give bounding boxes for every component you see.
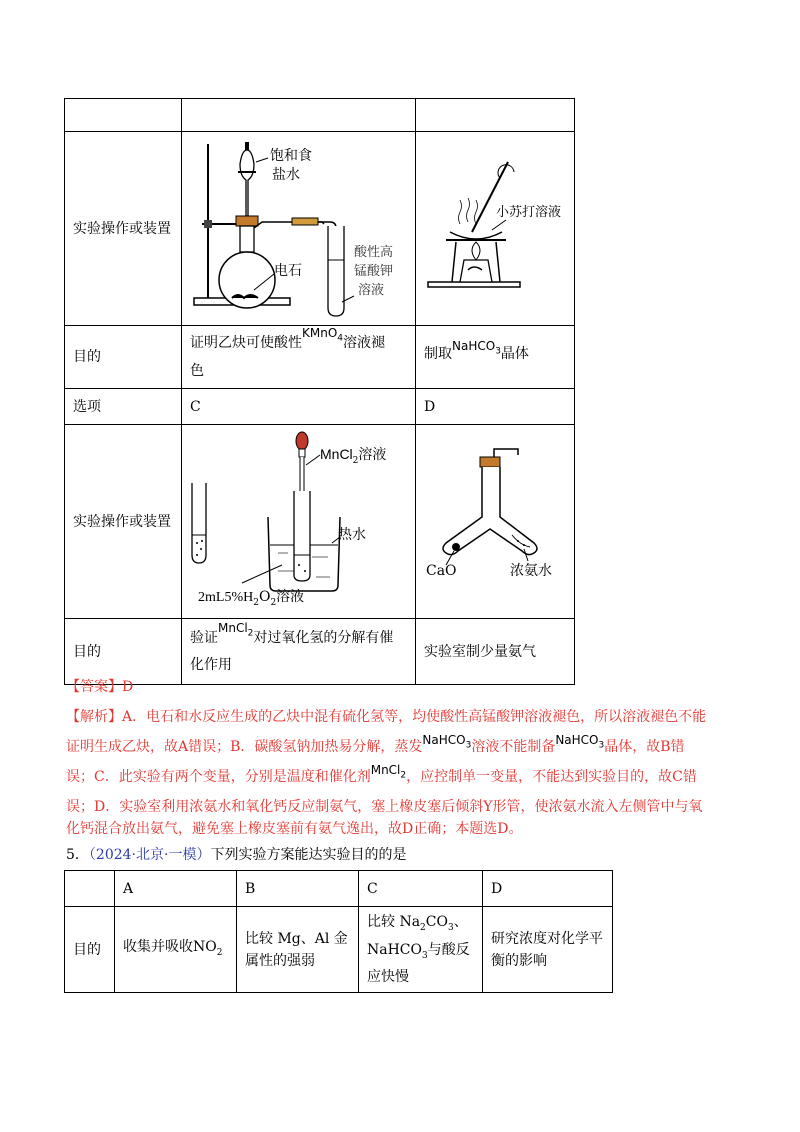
row-label-option: 选项 — [65, 389, 182, 425]
question-source-link[interactable]: （2024·北京·一模） — [88, 847, 211, 863]
answer-line: 【答案】D — [66, 679, 134, 695]
table-row — [65, 389, 575, 425]
table-row — [65, 425, 575, 619]
label-kmno4-3: 溶液 — [358, 283, 385, 298]
table-row — [65, 326, 575, 389]
table-row — [65, 99, 575, 132]
analysis-line-3: 误；C．此实验有两个变量，分别是温度和催化剂MnCl$_2$，应控制单一变量，不能达到实验目的，故C错 — [66, 763, 697, 785]
header-cell: B — [237, 871, 359, 907]
label-hot-water: 热水 — [338, 527, 366, 543]
question-5-heading: 5．（2024·北京·一模）下列实验方案能达实验目的的是 — [66, 847, 407, 863]
table-cell — [416, 99, 575, 132]
label-kmno4-2: 锰酸钾 — [354, 264, 394, 279]
row-label-purpose: 目的 — [65, 619, 182, 685]
row-label-purpose: 目的 — [65, 326, 182, 389]
acetylene-apparatus-figure — [182, 132, 416, 318]
h2o2-decomposition-figure — [182, 425, 416, 611]
table-row — [65, 132, 575, 326]
table-row — [65, 907, 613, 993]
q5-cell-a: 收集并吸收$NO_2$ — [115, 907, 237, 993]
analysis-line-4: 误；D．实验室利用浓氨水和氧化钙反应制氨气，塞上橡皮塞后倾斜Y形管，使浓氨水流入左侧管中与氧 — [66, 799, 703, 815]
label-baking-soda-solution: 小苏打溶液 — [496, 205, 562, 220]
option-d: D — [416, 389, 575, 425]
label-h2o2: $2mL5\%H_2O_2$溶液 — [198, 589, 305, 608]
y-tube-figure — [416, 425, 575, 611]
label-cao: CaO — [426, 563, 457, 579]
purpose-c: 验证MnCl$_2$对过氧化氢的分解有催 化作用 — [182, 619, 416, 685]
analysis-line-2: 证明生成乙炔，故A错误；B．碳酸氢钠加热易分解，蒸发NaHCO$_3$溶液不能制备NaHCO$_3$晶体，故B错 — [66, 733, 685, 755]
label-kmno4-1: 酸性高 — [354, 245, 394, 260]
table-cell — [182, 99, 416, 132]
purpose-b: 制取NaHCO$_3$晶体 — [416, 326, 575, 389]
q5-cell-d: 研究浓度对化学平 衡的影响 — [483, 907, 613, 993]
row-label-operation: 实验操作或装置 — [65, 132, 182, 326]
q5-cell-b: 比较 Mg、Al 金 属性的强弱 — [237, 907, 359, 993]
apparatus-d-cell — [416, 425, 575, 619]
apparatus-b-cell — [416, 132, 575, 326]
q5-cell-c: 比较 $Na_2CO_3$、 NaHCO$_3$与酸反 应快慢 — [359, 907, 483, 993]
apparatus-a-cell — [182, 132, 416, 326]
header-cell: D — [483, 871, 613, 907]
purpose-d: 实验室制少量氨气 — [416, 619, 575, 685]
label-calcium-carbide: 电石 — [274, 263, 302, 279]
evaporation-apparatus-figure — [416, 132, 575, 318]
header-cell: A — [115, 871, 237, 907]
table-row — [65, 619, 575, 685]
analysis-line-5: 化钙混合放出氨气，避免塞上橡皮塞前有氨气逸出，故D正确；本题选D。 — [66, 821, 523, 837]
row-label-purpose: 目的 — [65, 907, 115, 993]
row-label-operation: 实验操作或装置 — [65, 425, 182, 619]
table-header-row — [65, 871, 613, 907]
purpose-a: 证明乙炔可使酸性KMnO$_4$溶液褪 色 — [182, 326, 416, 389]
label-brine-1: 饱和食 — [270, 148, 312, 164]
header-cell — [65, 871, 115, 907]
header-cell: C — [359, 871, 483, 907]
apparatus-c-cell — [182, 425, 416, 619]
label-brine-2: 盐水 — [272, 167, 300, 183]
analysis-line-1: 【解析】A．电石和水反应生成的乙炔中混有硫化氢等，均使酸性高锰酸钾溶液褪色，所以溶液褪色不能 — [66, 709, 707, 725]
label-ammonia: 浓氨水 — [510, 563, 552, 579]
question5-table — [64, 870, 613, 993]
table-cell — [65, 99, 182, 132]
option-c: C — [182, 389, 416, 425]
experiment-table — [64, 98, 575, 685]
label-mncl2: MnCl$_2$溶液 — [320, 446, 387, 466]
